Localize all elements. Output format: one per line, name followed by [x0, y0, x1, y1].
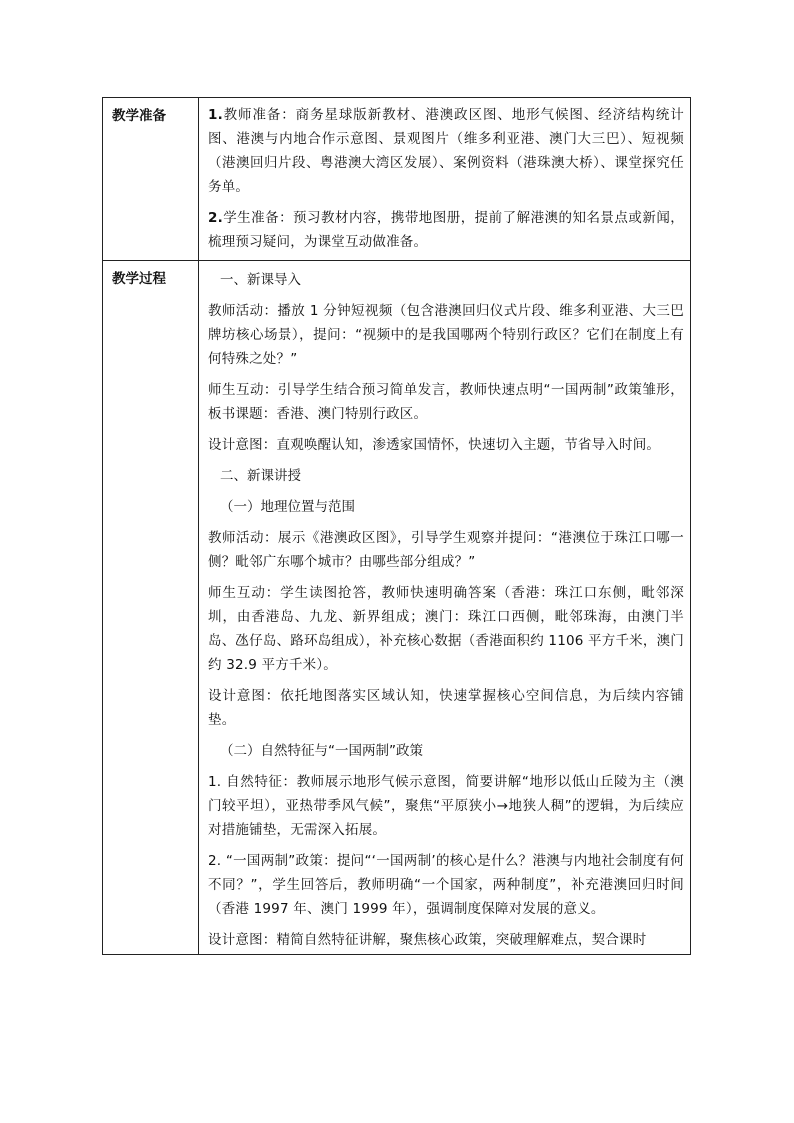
- subsection-heading-features-policy: （二）自然特征与“一国两制”政策: [220, 743, 423, 759]
- section-heading-lecture: 二、新课讲授: [220, 468, 301, 484]
- paragraph-natural-features: 1. 自然特征：教师展示地形气候示意图，简要讲解“地形以低山丘陵为主（澳门较平坦），亚热带季风气候”，聚焦“平原狭小→地狭人稠”的逻辑，为后续应对措施铺垫，无需深入拓展。: [208, 774, 684, 838]
- table-row-process: [103, 261, 691, 955]
- subsection-heading-location: （一）地理位置与范围: [220, 499, 355, 515]
- paragraph-policy: 2. “一国两制”政策：提问“‘一国两制’的核心是什么？港澳与内地社会制度有何不同？”，学生回答后，教师明确“一个国家，两种制度”，补充港澳回归时间（香港 1997 年、澳门 1999 年），强调制度保障对发展的意义。: [208, 853, 684, 917]
- prep-item-number: 2.: [208, 210, 223, 226]
- prep-item-text: 学生准备：预习教材内容，携带地图册，提前了解港澳的知名景点或新闻，梳理预习疑问，为课堂互动做准备。: [208, 210, 684, 250]
- prep-item-text: 教师准备：商务星球版新教材、港澳政区图、地形气候图、经济结构统计图、港澳与内地合作示意图、景观图片（维多利亚港、澳门大三巴）、短视频（港澳回归片段、粤港澳大湾区发展）、案例资料（港珠澳大桥）、课堂探究任务单。: [208, 107, 684, 195]
- row-content-preparation: [199, 98, 691, 261]
- paragraph-teacher-activity: 教师活动：展示《港澳政区图》，引导学生观察并提问：“港澳位于珠江口哪一侧？毗邻广东哪个城市？由哪些部分组成？”: [208, 530, 684, 570]
- paragraph-interaction: 师生互动：引导学生结合预习简单发言，教师快速点明“一国两制”政策雏形，板书课题：香港、澳门特别行政区。: [208, 382, 684, 422]
- section-heading-intro: 一、新课导入: [220, 272, 301, 288]
- row-label-cell: [103, 98, 199, 261]
- paragraph-design-intent: 设计意图：依托地图落实区域认知，快速掌握核心空间信息，为后续内容铺垫。: [208, 688, 684, 728]
- row-label-cell: [103, 261, 199, 955]
- table-row-preparation: [103, 98, 691, 261]
- lesson-plan-table: [102, 97, 691, 955]
- row-label-preparation: 教学准备: [112, 108, 166, 124]
- prep-item-student: [208, 206, 684, 254]
- paragraph-design-intent: 设计意图：直观唤醒认知，渗透家国情怀，快速切入主题，节省导入时间。: [208, 437, 661, 453]
- paragraph-design-intent: 设计意图：精简自然特征讲解，聚焦核心政策，突破理解难点，契合课时: [208, 932, 647, 948]
- row-label-process: 教学过程: [112, 271, 166, 287]
- paragraph-teacher-activity: 教师活动：播放 1 分钟短视频（包含港澳回归仪式片段、维多利亚港、大三巴牌坊核心场景），提问：“视频中的是我国哪两个特别行政区？它们在制度上有何特殊之处？”: [208, 303, 684, 367]
- paragraph-interaction: 师生互动：学生读图抢答，教师快速明确答案（香港：珠江口东侧，毗邻深圳，由香港岛、九龙、新界组成；澳门：珠江口西侧，毗邻珠海，由澳门半岛、氹仔岛、路环岛组成），补充核心数据（香港面积约 1106 平方千米，澳门约 32.9 平方千米）。: [208, 585, 684, 673]
- prep-item-teacher: [208, 103, 684, 199]
- prep-item-number: 1.: [208, 107, 223, 123]
- row-content-process: [199, 261, 691, 955]
